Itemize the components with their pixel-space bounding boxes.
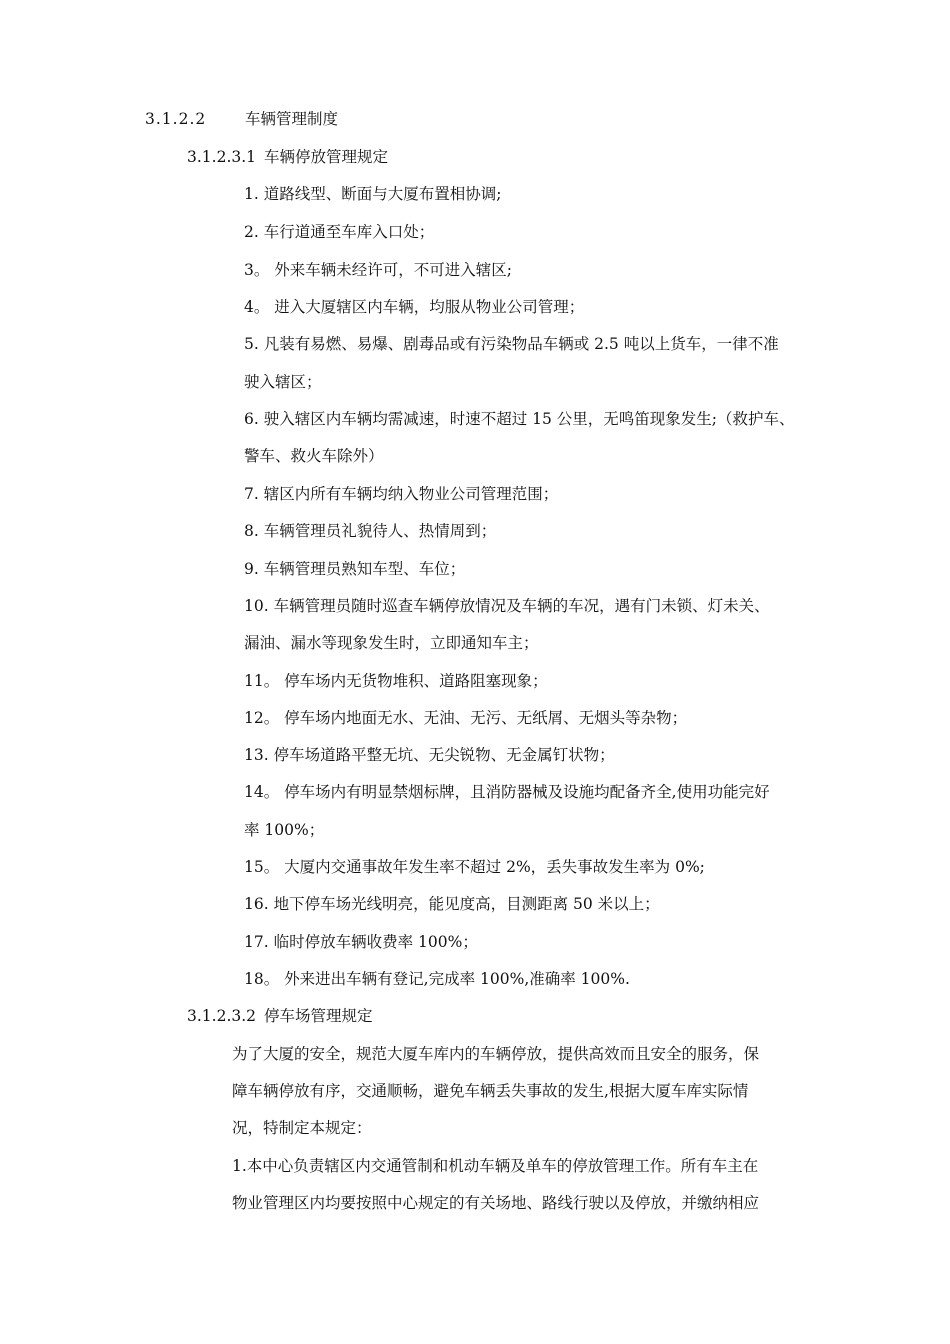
rule-line: 6. 驶入辖区内车辆均需减速，时速不超过 15 公里，无鸣笛现象发生;（救护车、 xyxy=(244,410,795,428)
paragraph-line: 障车辆停放有序，交通顺畅，避免车辆丢失事故的发生,根据大厦车库实际情 xyxy=(232,1082,749,1100)
section-number: 3.1.2.2 xyxy=(145,110,207,128)
rule-line: 1. 道路线型、断面与大厦布置相协调; xyxy=(244,185,502,203)
rule-line: 7. 辖区内所有车辆均纳入物业公司管理范围； xyxy=(244,485,559,503)
section-title: 车辆管理制度 xyxy=(245,110,339,128)
rule-line: 率 100%； xyxy=(244,821,325,839)
rule-line: 10. 车辆管理员随时巡查车辆停放情况及车辆的车况，遇有门未锁、灯未关、 xyxy=(244,597,770,615)
rule-line: 2. 车行道通至车库入口处； xyxy=(244,223,435,241)
subsection-number: 3.1.2.3.2 xyxy=(187,1007,257,1025)
section-heading xyxy=(145,109,338,129)
rule-line: 8. 车辆管理员礼貌待人、热情周到； xyxy=(244,522,497,540)
rule-line: 18。 外来进出车辆有登记,完成率 100%,准确率 100%. xyxy=(244,970,630,988)
subsection-heading xyxy=(187,1006,373,1026)
rule-line: 漏油、漏水等现象发生时，立即通知车主； xyxy=(244,634,539,652)
rule-line: 3。 外来车辆未经许可，不可进入辖区; xyxy=(244,261,513,279)
rule-line: 4。 进入大厦辖区内车辆，均服从物业公司管理； xyxy=(244,298,585,316)
paragraph-line: 为了大厦的安全，规范大厦车库内的车辆停放，提供高效而且安全的服务，保 xyxy=(232,1045,760,1063)
rule-line: 16. 地下停车场光线明亮，能见度高，目测距离 50 米以上； xyxy=(244,895,660,913)
subsection-heading xyxy=(187,147,388,167)
subsection-number: 3.1.2.3.1 xyxy=(187,148,257,166)
rule-line: 9. 车辆管理员熟知车型、车位； xyxy=(244,560,466,578)
subsection-title: 停车场管理规定 xyxy=(264,1007,373,1025)
rule-line: 15。 大厦内交通事故年发生率不超过 2%，丢失事故发生率为 0%; xyxy=(244,858,705,876)
paragraph-line: 1.本中心负责辖区内交通管制和机动车辆及单车的停放管理工作。所有车主在 xyxy=(232,1157,759,1175)
rule-line: 5. 凡装有易燃、易爆、剧毒品或有污染物品车辆或 2.5 吨以上货车，一律不准 xyxy=(244,335,779,353)
rule-line: 17. 临时停放车辆收费率 100%； xyxy=(244,933,478,951)
rule-line: 12。 停车场内地面无水、无油、无污、无纸屑、无烟头等杂物； xyxy=(244,709,688,727)
rule-line: 14。 停车场内有明显禁烟标牌，且消防器械及设施均配备齐全,使用功能完好 xyxy=(244,783,770,801)
paragraph-line: 物业管理区内均要按照中心规定的有关场地、路线行驶以及停放，并缴纳相应 xyxy=(232,1194,760,1212)
rule-line: 警车、救火车除外） xyxy=(244,447,384,465)
rule-line: 驶入辖区； xyxy=(244,373,322,391)
subsection-title: 车辆停放管理规定 xyxy=(264,148,389,166)
rule-line: 13. 停车场道路平整无坑、无尖锐物、无金属钉状物； xyxy=(244,746,615,764)
rule-line: 11。 停车场内无货物堆积、道路阻塞现象； xyxy=(244,672,548,690)
paragraph-line: 况，特制定本规定： xyxy=(232,1119,372,1137)
